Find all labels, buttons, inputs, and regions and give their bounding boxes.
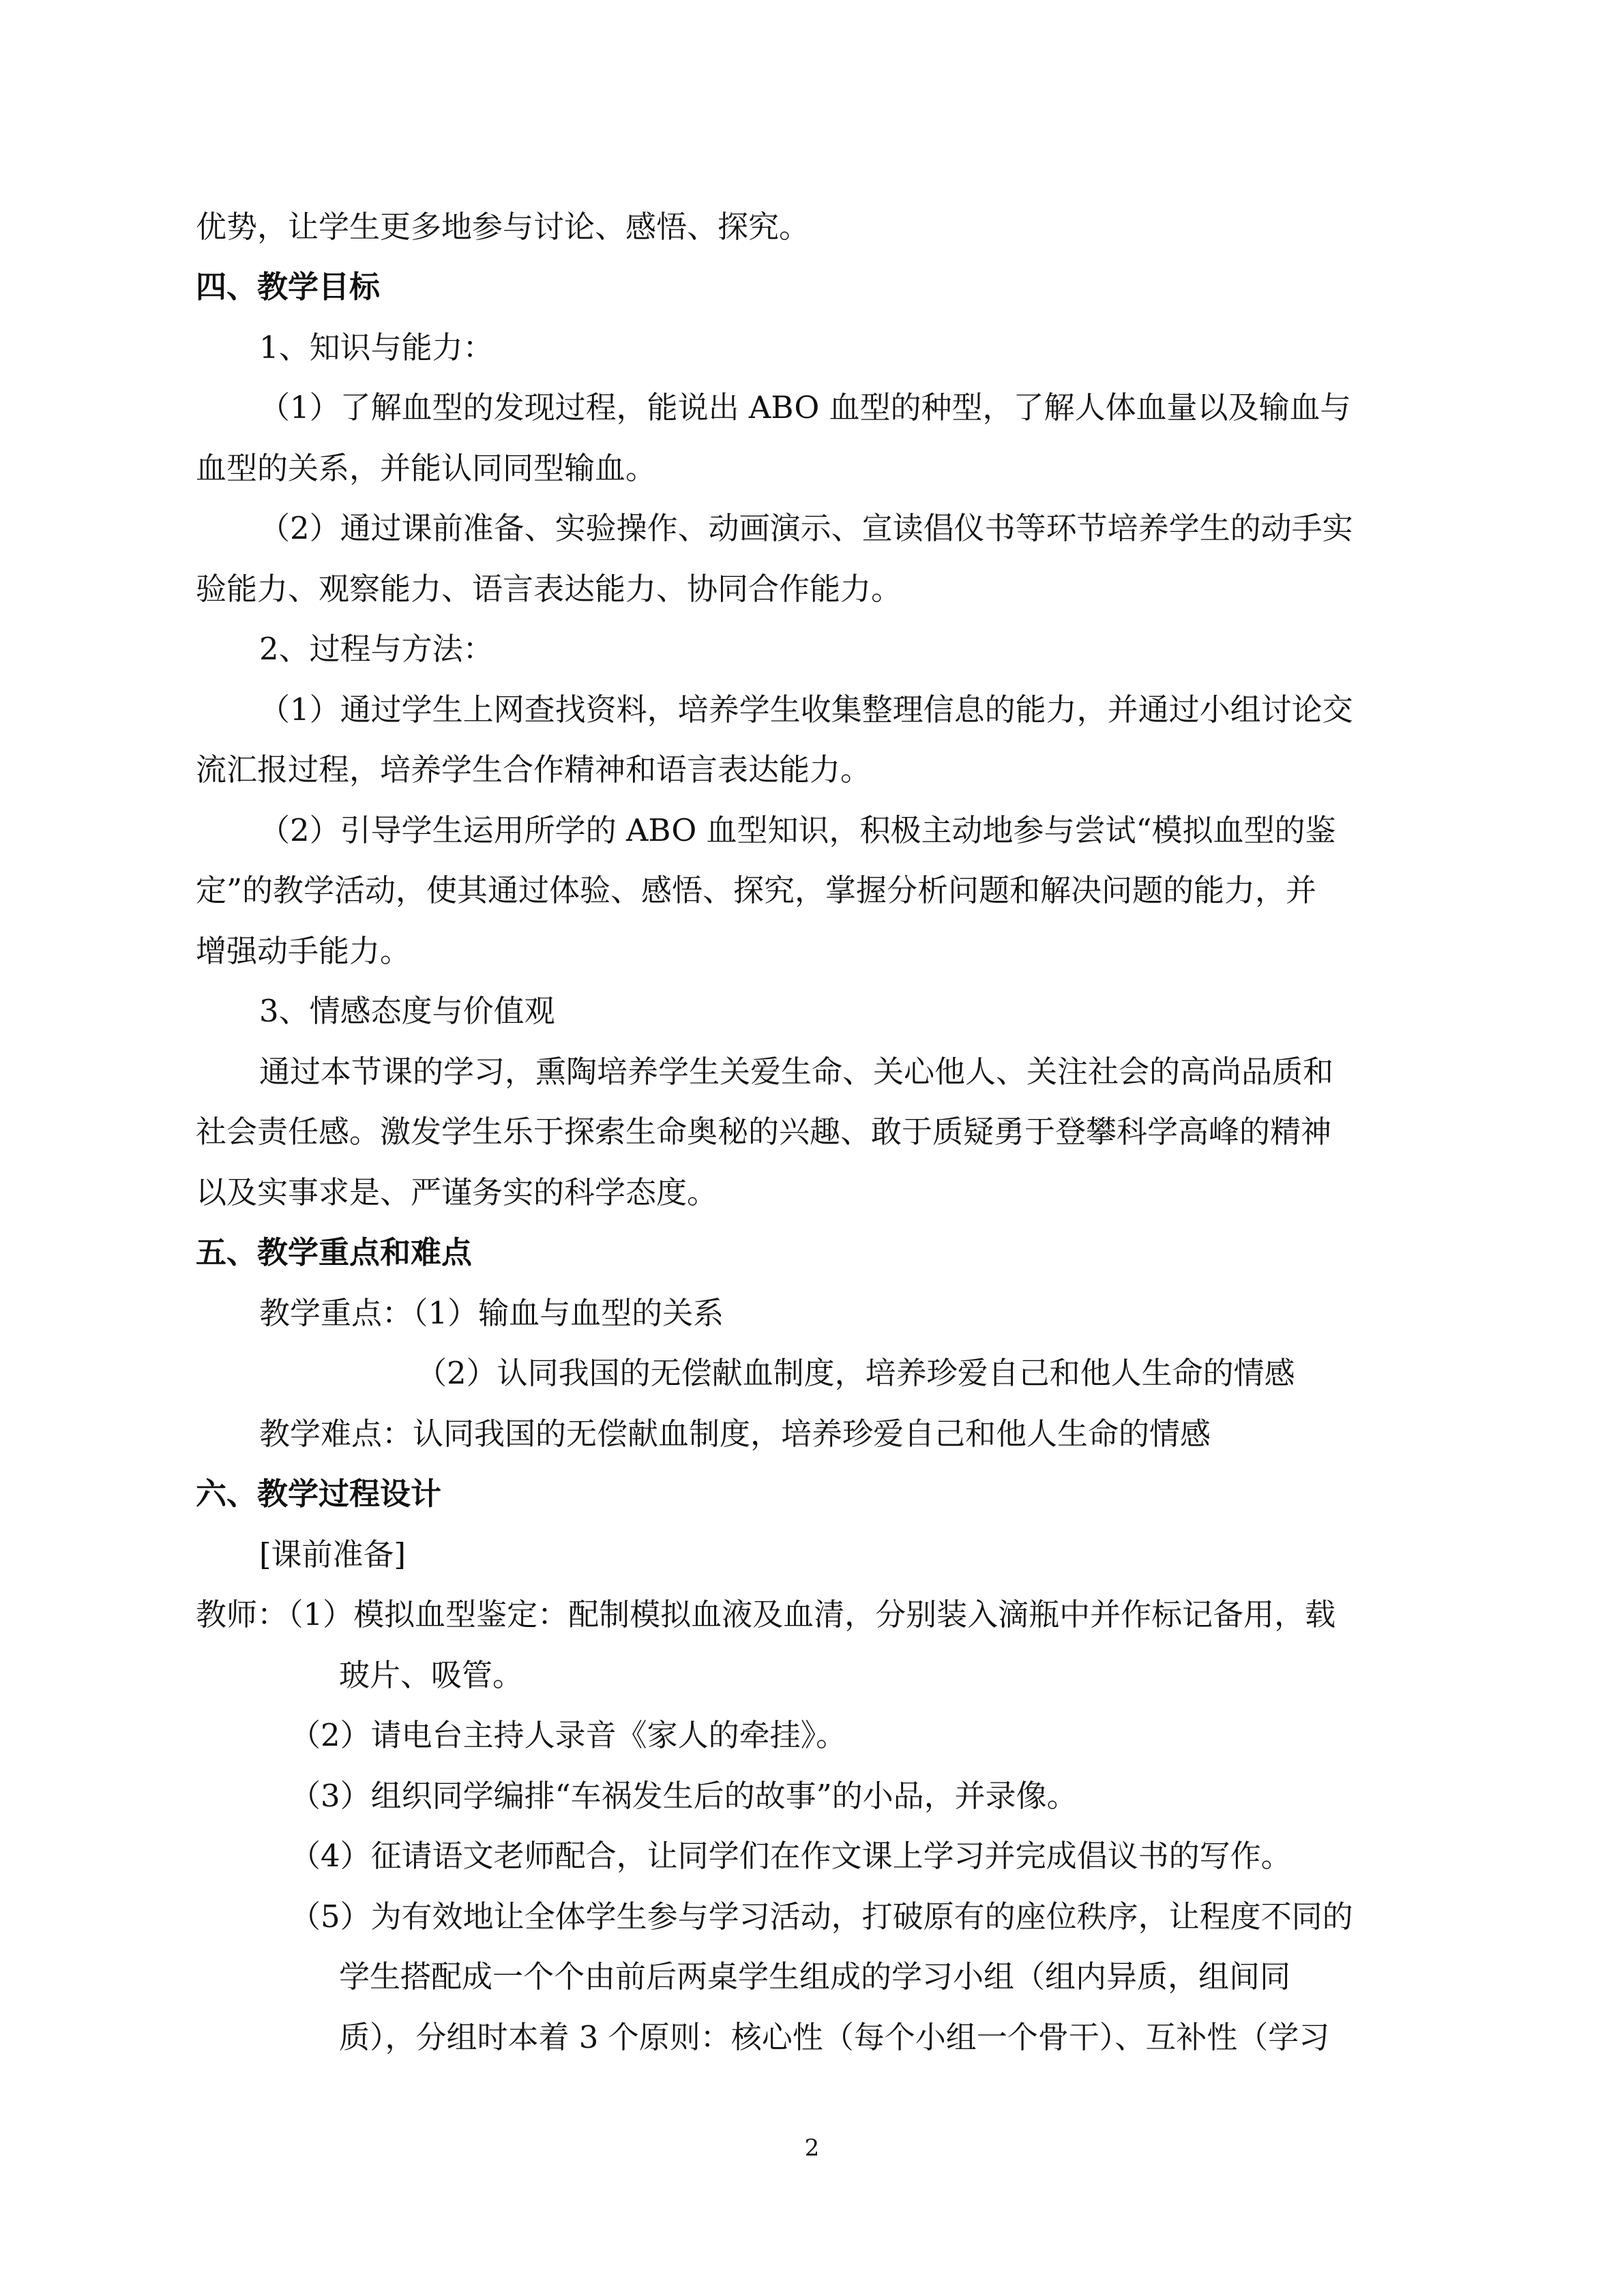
subsection-heading: 2、过程与方法： (259, 631, 494, 667)
list-item: （4）征请语文老师配合，让同学们在作文课上学习并完成倡议书的写作。 (290, 1838, 1292, 1874)
list-item: （5）为有效地让全体学生参与学习活动，打破原有的座位秩序，让程度不同的 (290, 1898, 1353, 1935)
paragraph-line: （2）通过课前准备、实验操作、动画演示、宣读倡仪书等环节培养学生的动手实 (259, 510, 1353, 546)
paragraph-line: 教师：（1）模拟血型鉴定：配制模拟血液及血清，分别装入滴瓶中并作标记备用，载 (196, 1596, 1336, 1632)
paragraph-line: 流汇报过程，培养学生合作精神和语言表达能力。 (196, 751, 872, 788)
paragraph-line: 血型的关系，并能认同同型输血。 (196, 450, 657, 486)
paragraph-line: （2）引导学生运用所学的 ABO 血型知识，积极主动地参与尝试“模拟血型的鉴 (259, 812, 1336, 848)
paragraph-line: 优势，让学生更多地参与讨论、感悟、探究。 (196, 209, 810, 245)
paragraph-line: 以及实事求是、严谨务实的科学态度。 (196, 1174, 718, 1210)
paragraph-line: 增强动手能力。 (196, 933, 411, 969)
page-number: 2 (804, 2134, 820, 2162)
paragraph-line: （1）通过学生上网查找资料，培养学生收集整理信息的能力，并通过小组讨论交 (259, 691, 1353, 728)
paragraph-line: 教学重点：（1）输血与血型的关系 (259, 1295, 724, 1331)
section-heading: 四、教学目标 (196, 269, 381, 305)
paragraph-line: （1）了解血型的发现过程，能说出 ABO 血型的种型，了解人体血量以及输血与 (259, 389, 1351, 426)
paragraph-line: 质），分组时本着 3 个原则：核心性（每个小组一个骨干）、互补性（学习 (339, 2019, 1330, 2055)
subsection-heading: 1、知识与能力： (259, 329, 494, 366)
paragraph-line: （2）认同我国的无偿献血制度，培养珍爱自己和他人生命的情感 (416, 1355, 1295, 1391)
list-item: （2）请电台主持人录音《家人的牵挂》。 (290, 1717, 847, 1753)
subsection-heading: 3、情感态度与价值观 (259, 993, 555, 1029)
paragraph-line: 定”的教学活动，使其通过体验、感悟、探究，掌握分析问题和解决问题的能力，并 (196, 872, 1317, 908)
paragraph-line: 通过本节课的学习，熏陶培养学生关爱生命、关心他人、关注社会的高尚品质和 (259, 1054, 1334, 1090)
section-heading: 六、教学过程设计 (196, 1476, 442, 1512)
paragraph-line: 玻片、吸管。 (339, 1657, 524, 1693)
list-item: （3）组织同学编排“车祸发生后的故事”的小品，并录像。 (290, 1778, 1078, 1814)
paragraph-line: 学生搭配成一个个由前后两桌学生组成的学习小组（组内异质，组间同 (339, 1958, 1291, 1995)
subsection-heading: [课前准备] (259, 1536, 407, 1572)
paragraph-line: 社会责任感。激发学生乐于探索生命奥秘的兴趣、敢于质疑勇于登攀科学高峰的精神 (196, 1114, 1332, 1150)
paragraph-line: 验能力、观察能力、语言表达能力、协同合作能力。 (196, 571, 902, 607)
paragraph-line: 教学难点：认同我国的无偿献血制度，培养珍爱自己和他人生命的情感 (259, 1416, 1211, 1452)
section-heading: 五、教学重点和难点 (196, 1234, 473, 1270)
